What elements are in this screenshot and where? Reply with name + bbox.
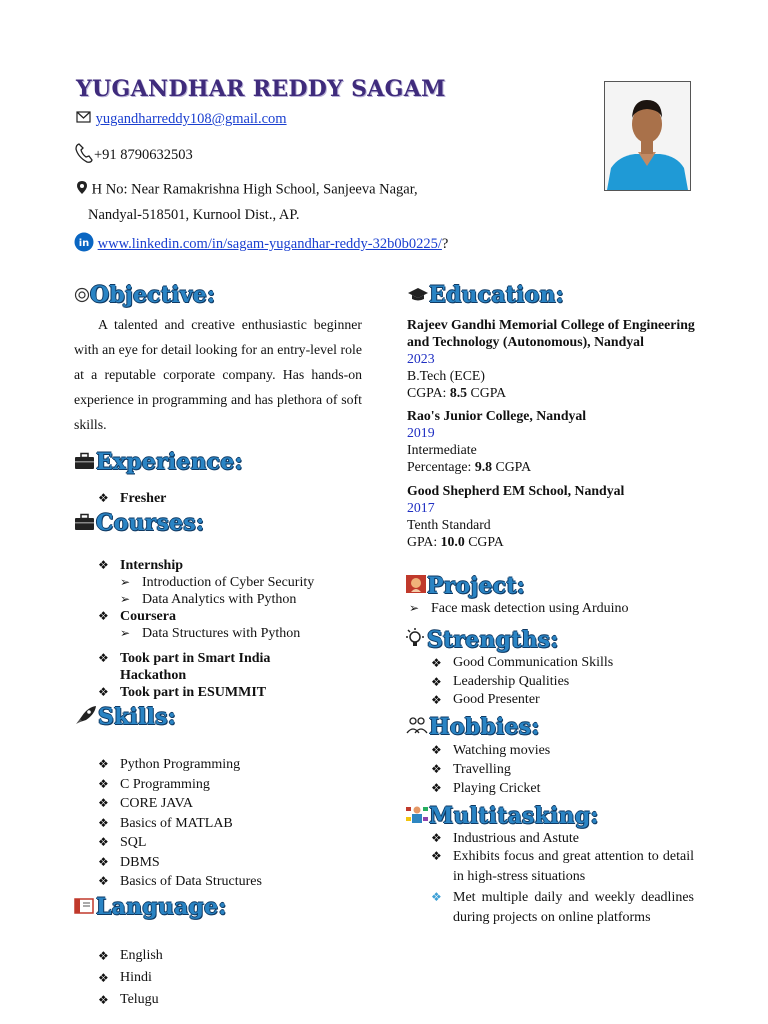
education-heading: Education: [407, 282, 564, 309]
list-item: ❖ Telugu [98, 989, 298, 1011]
list-item: ❖ Good Communication Skills [431, 654, 711, 673]
list-item: ❖ Met multiple daily and weekly deadlines during projects on online platforms [431, 888, 694, 927]
experience-heading: Experience: [74, 449, 243, 476]
list-item: ❖ Took part in Smart India Hackathon [98, 650, 303, 684]
list-item: ❖ Leadership Qualities [431, 673, 711, 692]
address-line-1: H No: Near Ramakrishna High School, Sanjeeva Nagar, [76, 180, 418, 200]
skills-heading: Skills: [74, 704, 176, 732]
phone-row [74, 142, 193, 169]
email-row [76, 110, 287, 129]
linkedin-icon [74, 232, 94, 257]
project-icon [405, 574, 427, 600]
multitasking-list [431, 830, 694, 927]
graduation-cap-icon [407, 283, 429, 309]
svg-text:in: in [78, 238, 90, 249]
education-list [407, 316, 697, 550]
list-item: ❖ Basics of MATLAB [98, 814, 358, 834]
location-pin-icon [76, 180, 88, 200]
list-item: ❖ Internship [98, 557, 368, 574]
multitasking-icon [405, 803, 429, 831]
people-icon [405, 715, 429, 741]
rocket-icon [74, 704, 98, 732]
school-name: Rajeev Gandhi Memorial College of Engineering and Technology (Autonomous), Nandyal [407, 317, 695, 349]
degree: B.Tech (ECE) [407, 368, 485, 383]
courses-heading: Courses: [74, 510, 204, 537]
list-item: ❖ Travelling [431, 760, 711, 779]
target-icon [74, 283, 90, 309]
list-item: ❖ Watching movies [431, 741, 711, 760]
briefcase-icon [74, 450, 96, 476]
list-item: ❖ Coursera [98, 608, 368, 625]
strengths-heading: Strengths: [403, 627, 559, 655]
envelope-icon [76, 110, 92, 129]
education-entry [407, 407, 697, 475]
list-item: ❖ Python Programming [98, 755, 358, 775]
list-item: ❖ Good Presenter [431, 691, 711, 710]
address-line-2: Nandyal-518501, Kurnool Dist., AP. [88, 207, 300, 223]
list-item: ❖ Basics of Data Structures [98, 872, 358, 892]
education-entry [407, 482, 697, 550]
year: 2017 [407, 500, 435, 515]
list-item: ➢ Face mask detection using Arduino [407, 600, 697, 617]
list-item: ➢ Data Structures with Python [118, 625, 368, 642]
year: 2023 [407, 351, 435, 366]
list-item: ❖ DBMS [98, 853, 358, 873]
strengths-list [431, 654, 711, 710]
list-item: ➢ Data Analytics with Python [118, 591, 368, 608]
multitasking-heading: Multitasking: [405, 803, 599, 831]
objective-text: A talented and creative enthusiastic beginner with an eye for detail looking for an entry-level role at a reputable corporate company. Has hands-on experience in programming and has plethora of soft skills. [74, 317, 362, 432]
school-name: Rao's Junior College, Nandyal [407, 408, 587, 423]
linkedin-link[interactable]: www.linkedin.com/in/sagam-yugandhar-reddy-32b0b0225/ [97, 235, 442, 252]
score: Percentage: 9.8 CGPA [407, 459, 532, 474]
list-item: ❖ C Programming [98, 775, 358, 795]
language-heading: Language: [74, 894, 227, 921]
degree: Intermediate [407, 442, 477, 457]
book-icon [74, 895, 96, 921]
briefcase-icon [74, 511, 96, 537]
skills-list [98, 755, 358, 892]
list-item: ❖ Took part in ESUMMIT [98, 684, 303, 701]
list-item: ❖ Fresher [98, 490, 358, 507]
experience-list [98, 490, 358, 507]
language-list [98, 945, 298, 1011]
courses-list [98, 557, 368, 701]
objective-heading: Objective: [74, 282, 215, 309]
project-list [407, 600, 697, 617]
list-item: ❖ Exhibits focus and great attention to detail in high-stress situations [431, 847, 694, 886]
list-item: ❖ English [98, 945, 298, 967]
degree: Tenth Standard [407, 517, 491, 532]
candidate-name: YUGANDHAR REDDY SAGAM [76, 76, 446, 102]
list-item: ❖ SQL [98, 833, 358, 853]
project-heading: Project: [405, 573, 525, 600]
hobbies-list [431, 741, 711, 798]
school-name: Good Shepherd EM School, Nandyal [407, 483, 625, 498]
phone-icon [74, 142, 94, 169]
linkedin-row: in www.linkedin.com/in/sagam-yugandhar-reddy-32b0b0225/? [74, 232, 448, 257]
email-link[interactable]: yugandharreddy108@gmail.com [95, 110, 287, 127]
gear-bulb-icon [403, 627, 427, 655]
list-item: ❖ Hindi [98, 967, 298, 989]
score: GPA: 10.0 CGPA [407, 534, 504, 549]
list-item: ❖ Playing Cricket [431, 779, 711, 798]
year: 2019 [407, 425, 435, 440]
hobbies-heading: Hobbies: [405, 714, 540, 741]
phone-number: +91 8790632503 [94, 146, 193, 163]
score: CGPA: 8.5 CGPA [407, 385, 507, 400]
profile-photo [604, 81, 691, 191]
list-item: ❖ Industrious and Astute [431, 830, 694, 847]
list-item: ➢ Introduction of Cyber Security [118, 574, 368, 591]
list-item: ❖ CORE JAVA [98, 794, 358, 814]
education-entry [407, 316, 697, 401]
